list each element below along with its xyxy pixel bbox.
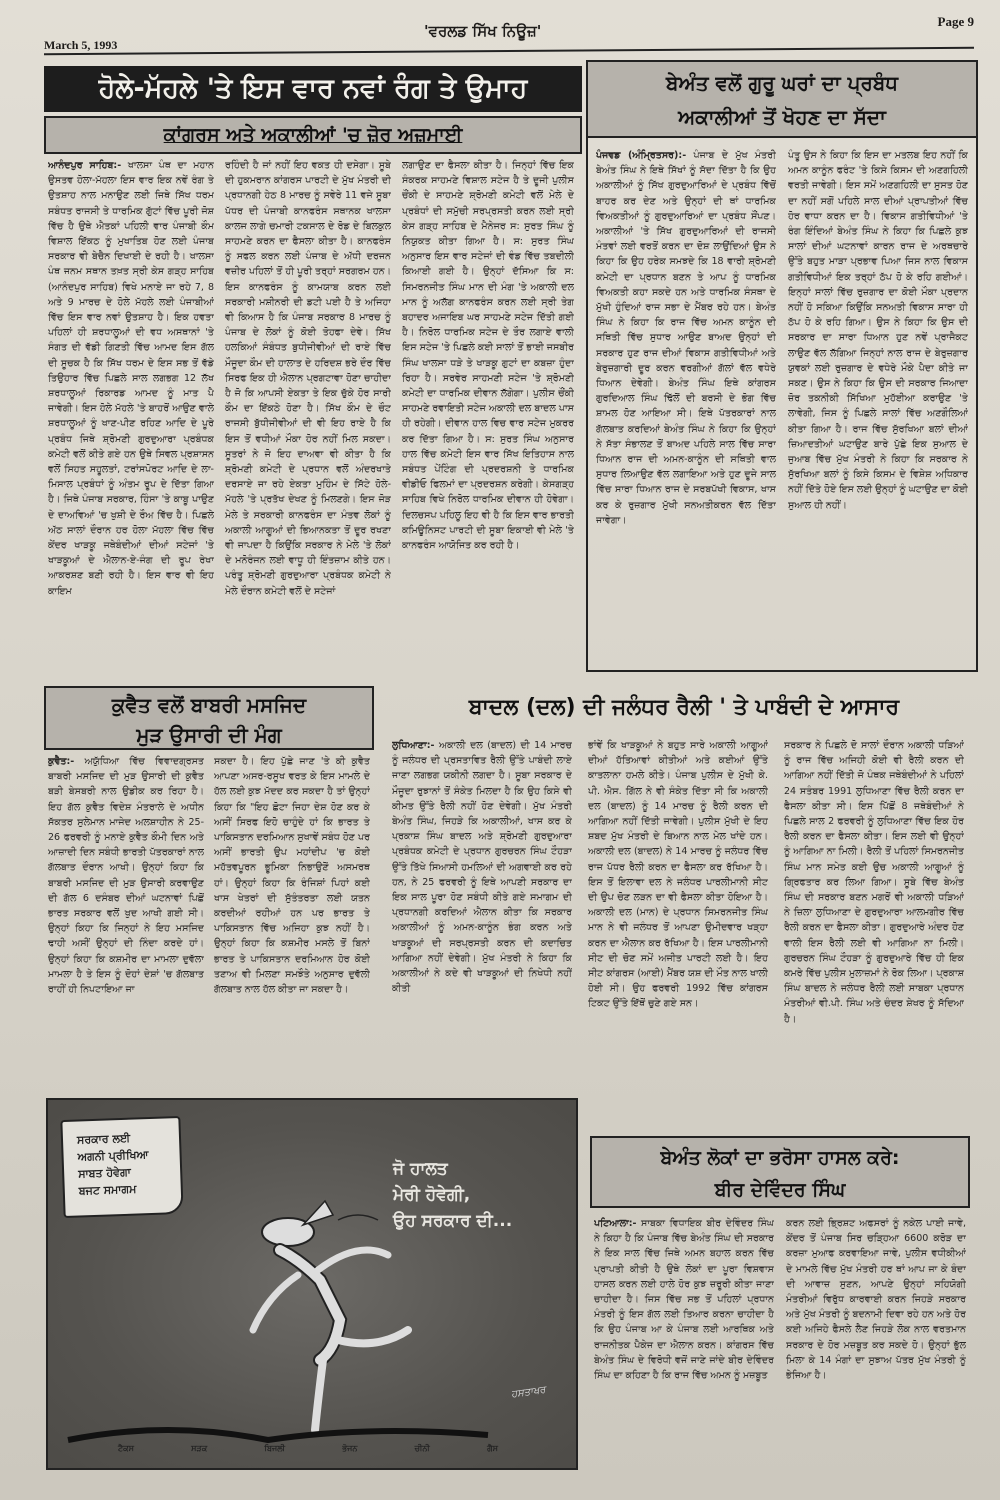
article-text: ਸਰਕਾਰ ਨੇ ਪਿਛਲੇ ਦੋ ਸਾਲਾਂ ਦੌਰਾਨ ਅਕਾਲੀ ਧੜਿਆਂ ਨੂੰ ਰਾਜ ਵਿੱਚ ਅਜਿਹੀ ਕੋਈ ਵੀ ਰੈਲੀ ਕਰਨ ਦੀ ਆਗਿਆ ਨਹੀਂ ਦਿੱਤੀ ਜੋ ਪੰਥਕ ਜਥੇਬੰਦੀਆਂ ਨੇ ਪਹਿਲਾਂ 24 ਸਤੰਬਰ 1991 ਲੁਧਿਆਣਾ ਵਿੱਚ ਰੈਲੀ ਕਰਨ ਦਾ ਫੈਸਲਾ ਕੀਤਾ ਸੀ। ਇਸ ਪਿੱਛੋਂ 8 ਜਥੇਬੰਦੀਆਂ ਨੇ ਪਿਛਲੇ ਸਾਲ 2 ਫਰਵਰੀ ਨੂੰ ਲੁਧਿਆਣਾ ਵਿੱਚ ਇਕ ਹੋਰ ਰੈਲੀ ਕਰਨ ਦਾ ਫੈਸਲਾ ਕੀਤਾ। ਇਸ ਲਈ ਵੀ ਉਨ੍ਹਾਂ ਨੂੰ ਆਗਿਆ ਨਾ ਮਿਲੀ। ਰੈਲੀ ਤੋਂ ਪਹਿਲਾਂ ਸਿਮਰਨਜੀਤ ਸਿੰਘ ਮਾਨ ਸਮੇਤ ਕਈ ਉਚ ਅਕਾਲੀ ਆਗੂਆਂ ਨੂੰ ਗ੍ਰਿਫਤਾਰ ਕਰ ਲਿਆ ਗਿਆ। ਸੂਬੇ ਵਿੱਚ ਬੇਅੰਤ ਸਿੰਘ ਦੀ ਸਰਕਾਰ ਬਣਨ ਮਗਰੋਂ ਵੀ ਅਕਾਲੀ ਧੜਿਆਂ ਨੇ ਜ਼ਿਲਾ ਲੁਧਿਆਣਾ ਦੇ ਗੁਰਦੁਆਰਾ ਆਲਮਗੀਰ ਵਿੱਚ ਰੈਲੀ ਕਰਨ ਦਾ ਫੈਸਲਾ ਕੀਤਾ। ਗੁਰਦੁਆਰੇ ਅੰਦਰ ਹੋਣ ਵਾਲੀ ਇਸ ਰੈਲੀ ਲਈ ਵੀ ਆਗਿਆ ਨਾ ਮਿਲੀ। ਗੁਰਚਰਨ ਸਿੰਘ ਟੌਹੜਾ ਨੂੰ ਗੁਰਦੁਆਰੇ ਵਿੱਚ ਹੀ ਇਕ ਕਮਰੇ ਵਿੱਚ ਪੁਲੀਸ ਮੁਲਾਜ਼ਮਾਂ ਨੇ ਰੋਕ ਲਿਆ। ਪ੍ਰਕਾਸ਼ ਸਿੰਘ ਬਾਦਲ ਨੇ ਜਲੰਧਰ ਰੈਲੀ ਲਈ ਸਾਬਕਾ ਪ੍ਰਧਾਨ ਮੰਤਰੀਆਂ ਵੀ.ਪੀ. ਸਿੰਘ ਅਤੇ ਚੰਦਰ ਸ਼ੇਖਰ ਨੂੰ ਸੱਦਿਆ ਹੈ। bbox=[784, 740, 964, 1025]
dateline: ਪੰਜਵਡ (ਅੰਮ੍ਰਿਤਸਰ):- bbox=[596, 150, 687, 161]
article-text: ਰਹਿੰਦੀ ਹੈ ਜਾਂ ਨਹੀਂ ਇਹ ਵਕਤ ਹੀ ਦਸੇਗਾ। ਸੂਬੇ ਦੀ ਹੁਕਮਰਾਨ ਕਾਂਗਰਸ ਪਾਰਟੀ ਦੇ ਮੁੱਖ ਮੰਤਰੀ ਦੀ ਪ੍ਰਧਾਨਗੀ ਹੇਠ 8 ਮਾਰਚ ਨੂੰ ਸਵੇਰੇ 11 ਵਜੇ ਸੂਬਾ ਪੱਧਰ ਦੀ ਪੰਜਾਬੀ ਕਾਨਫਰੰਸ ਸਥਾਨਕ ਖਾਲਸਾ ਕਾਲਜ ਲਾਗੇ ਚਮਾਰੀ ਟਕਸਾਲ ਦੇ ਰੋਡ ਦੇ ਬਿਲਕੁਲ ਸਾਹਮਣੇ ਕਰਨ ਦਾ ਫੈਸਲਾ ਕੀਤਾ ਹੈ। ਕਾਨਫਰੰਸ ਨੂੰ ਸਫਲ ਕਰਨ ਲਈ ਪੰਜਾਬ ਦੇ ਅੱਧੀ ਦਰਜਨ ਵਜ਼ੀਰ ਪਹਿਲਾਂ ਤੋਂ ਹੀ ਪੂਰੀ ਤਰ੍ਹਾਂ ਸਰਗਰਮ ਹਨ। ਇਸ ਕਾਨਫਰੰਸ ਨੂੰ ਕਾਮਯਾਬ ਕਰਨ ਲਈ ਸਰਕਾਰੀ ਮਸ਼ੀਨਰੀ ਦੀ ਡਟੀ ਪਈ ਹੈ ਤੇ ਅਜਿਹਾ ਵੀ ਕਿਆਸ ਹੈ ਕਿ ਪੰਜਾਬ ਸਰਕਾਰ 8 ਮਾਰਚ ਨੂੰ ਪੰਜਾਬ ਦੇ ਲੋਕਾਂ ਨੂੰ ਕੋਈ ਤੋਹਫਾ ਦੇਵੇ। ਸਿੱਖ ਹਲਕਿਆਂ ਸੰਬੰਧਤ ਬੁਧੀਜੀਵੀਆਂ ਦੀ ਰਾਏ ਵਿੱਚ ਮੌਜੂਦਾ ਕੌਮ ਦੀ ਹਾਲਾਤ ਦੇ ਹਰਿਦਸ਼ ਭਰੇ ਦੌਰ ਵਿੱਚ ਸਿਰਫ ਇਕ ਹੀ ਐਲਾਨ ਪ੍ਰਗਟਾਵਾ ਹੋਣਾ ਚਾਹੀਦਾ ਹੈ ਜੋ ਕਿ ਆਪਸੀ ਏਕਤਾ ਤੇ ਇਕ ਚੁੱਕੇ ਹੋਰ ਸਾਰੀ ਕੌਮ ਦਾ ਇੱਕਠੇ ਹੋਣਾ ਹੈ। ਸਿੱਖ ਕੌਮ ਦੇ ਚੌਟ ਰਾਜਸੀ ਬੁੱਧੀਜੀਵੀਆਂ ਦੀ ਵੀ ਇਹ ਰਾਏ ਹੈ ਕਿ ਇਸ ਤੋਂ ਵਧੀਆਂ ਮੌਕਾ ਹੋਰ ਨਹੀਂ ਮਿਲ ਸਕਦਾ। ਸੂਤਰਾਂ ਨੇ ਜੋ ਇਹ ਦਾਅਵਾ ਵੀ ਕੀਤਾ ਹੈ ਕਿ ਸ਼੍ਰੋਮਣੀ ਕਮੇਟੀ ਦੇ ਪ੍ਰਧਾਨ ਵਲੋਂ ਅੰਦਰਖਾਤੇ ਦਰਸਾਏ ਜਾ ਰਹੇ ਏਕਤਾ ਮੁਹਿੰਮ ਦੇ ਸਿੱਟੇ ਹੋਲੇ-ਮੱਹਲੇ 'ਤੇ ਪ੍ਰਤੱਖ ਦੇਖਣ ਨੂੰ ਮਿਲਣਗੇ। ਇਸ ਜੋੜ ਮੇਲੇ ਤੇ ਸਰਕਾਰੀ ਕਾਨਫਰੰਸ ਦਾ ਮੰਤਵ ਲੋਕਾਂ ਨੂੰ ਅਕਾਲੀ ਆਗੂਆਂ ਦੀ ਭਿਆਨਕਤਾ ਤੋਂ ਦੂਰ ਰਖਣਾ ਵੀ ਜਾਪਦਾ ਹੈ ਕਿਉਂਕਿ ਸਰਕਾਰ ਨੇ ਮੇਲੇ 'ਤੇ ਲੋਕਾਂ ਦੇ ਮਨੋਰੰਜਨ ਲਈ ਵਾਧੂ ਹੀ ਇੰਤਜ਼ਾਮ ਕੀਤੇ ਹਨ। ਪਰੰਤੂ ਸ਼੍ਰੋਮਣੀ ਗੁਰਦੁਆਰਾ ਪ੍ਰਬੰਧਕ ਕਮੇਟੀ ਨੇ ਮੇਲੇ ਦੌਰਾਨ ਕਮੇਟੀ ਵਲੋਂ ਦੇ ਸਟੇਜਾਂ bbox=[225, 160, 391, 597]
speech-line: ਉਹ ਸਰਕਾਰ ਦੀ... bbox=[393, 1211, 513, 1231]
article-badal-rally bbox=[392, 686, 976, 1086]
article-column-2 bbox=[788, 148, 968, 660]
article-column-1 bbox=[392, 738, 572, 1078]
headline bbox=[590, 1136, 970, 1208]
headline-line-2: ਮੁੜ ਉਸਾਰੀ ਦੀ ਮੰਗ bbox=[136, 723, 282, 747]
speech-line: ਮੇਰੀ ਹੋਵੇਗੀ, bbox=[393, 1185, 471, 1205]
headline-line-2: ਬੀਰ ਦੇਵਿੰਦਰ ਸਿੰਘ bbox=[714, 1179, 846, 1201]
headline: ਹੋਲੇ-ਮੱਹਲੇ 'ਤੇ ਇਸ ਵਾਰ ਨਵਾਂ ਰੰਗ ਤੇ ਉਮਾਹ bbox=[44, 66, 582, 112]
ground-label: ਬਿਜਲੀ bbox=[264, 1444, 286, 1453]
article-kuwait-babri bbox=[44, 686, 374, 1082]
article-text: ਪੰਜਾਬ ਦੇ ਮੁੱਖ ਮੰਤਰੀ ਬੇਅੰਤ ਸਿੰਘ ਨੇ ਇਥੇ ਸਿੱਖਾਂ ਨੂੰ ਸੱਦਾ ਦਿੱਤਾ ਹੈ ਕਿ ਉਹ ਅਕਾਲੀਆਂ ਨੂੰ ਸਿੱਖ ਗੁਰਦੁਆਰਿਆਂ ਦੇ ਪ੍ਰਬੰਧ ਵਿੱਚੋਂ ਬਾਹਰ ਕਰ ਦੇਣ ਅਤੇ ਉਨ੍ਹਾਂ ਦੀ ਥਾਂ ਧਾਰਮਿਕ ਵਿਅਕਤੀਆਂ ਨੂੰ ਗੁਰਦੁਆਰਿਆਂ ਦਾ ਪ੍ਰਬੰਧ ਸੌਂਪਣ। ਅਕਾਲੀਆਂ 'ਤੇ ਸਿੱਖ ਗੁਰਦੁਆਰਿਆਂ ਦੀ ਰਾਜਸੀ ਮੰਤਵਾਂ ਲਈ ਵਰਤੋਂ ਕਰਨ ਦਾ ਦੋਸ਼ ਲਾਉਂਦਿਆਂ ਉਸ ਨੇ ਕਿਹਾ ਕਿ ਉਹ ਹਰੇਕ ਸਮਝਦੇ ਕਿ 18 ਵਾਰੀ ਸ਼੍ਰੋਮਣੀ ਕਮੇਟੀ ਦਾ ਪ੍ਰਧਾਨ ਬਣਨ ਤੇ ਆਪ ਨੂੰ ਧਾਰਮਿਕ ਵਿਅਕਤੀ ਕਹਾ ਸਕਦੇ ਹਨ ਅਤੇ ਧਾਰਮਿਕ ਸੰਸਥਾ ਦੇ ਮੁੱਖੀ ਹੁੰਦਿਆਂ ਰਾਜ ਸਭਾ ਦੇ ਮੈਂਬਰ ਰਹੇ ਹਨ। ਬੇਅੰਤ ਸਿੰਘ ਨੇ ਕਿਹਾ ਕਿ ਰਾਜ ਵਿੱਚ ਅਮਨ ਕਾਨੂੰਨ ਦੀ ਸਥਿਤੀ ਵਿੱਚ ਸੁਧਾਰ ਆਉਣ ਬਾਅਦ ਉਨ੍ਹਾਂ ਦੀ ਸਰਕਾਰ ਹੁਣ ਰਾਜ ਦੀਆਂ ਵਿਕਾਸ ਗਤੀਵਿਧੀਆਂ ਅਤੇ ਬੇਰੁਜ਼ਗਾਰੀ ਦੂਰ ਕਰਨ ਵਰਗੀਆਂ ਗੱਲਾਂ ਵੱਲ ਵਧੇਰੇ ਧਿਆਨ ਦੇਵੇਗੀ। ਬੇਅੰਤ ਸਿੰਘ ਇਥੇ ਕਾਂਗਰਸ ਗੁਰਦਿਆਲ ਸਿੰਘ ਢਿੱਲੋਂ ਦੀ ਬਰਸੀ ਦੇ ਭੋਗ ਵਿੱਚ ਸ਼ਾਮਲ ਹੋਣ ਆਇਆ ਸੀ। ਇਥੇ ਪੱਤਰਕਾਰਾਂ ਨਾਲ ਗੱਲਬਾਤ ਕਰਦਿਆਂ ਬੇਅੰਤ ਸਿੰਘ ਨੇ ਕਿਹਾ ਕਿ ਉਨ੍ਹਾਂ ਨੇ ਸੱਤਾ ਸੰਭਾਲਣ ਤੋਂ ਬਾਅਦ ਪਹਿਲੇ ਸਾਲ ਵਿੱਚ ਸਾਰਾ ਧਿਆਨ ਰਾਜ ਦੀ ਅਮਨ-ਕਾਨੂੰਨ ਦੀ ਸਥਿਤੀ ਵਾਲ ਸੁਧਾਰ ਲਿਆਉਣ ਵੱਲ ਲਗਾਇਆ ਅਤੇ ਹੁਣ ਦੂਜੇ ਸਾਲ ਵਿੱਚ ਸਾਰਾ ਧਿਆਨ ਰਾਜ ਦੇ ਸਰਬਪੱਖੀ ਵਿਕਾਸ, ਖਾਸ ਕਰ ਕੇ ਰੁਜ਼ਗਾਰ ਮੁੱਖੀ ਸਨਅਤੀਕਰਨ ਵੱਲ ਦਿੱਤਾ ਜਾਵੇਗਾ। bbox=[596, 150, 776, 526]
dateline: ਪਟਿਆਲਾ:- bbox=[594, 1218, 637, 1229]
page-number: Page 9 bbox=[937, 14, 974, 29]
article-column-3 bbox=[402, 158, 574, 560]
article-bir-devinder bbox=[590, 1136, 974, 1476]
headline-line-1: ਬੇਅੰਤ ਲੋਕਾਂ ਦਾ ਭਰੋਸਾ ਹਾਸਲ ਕਰੇ: bbox=[660, 1147, 900, 1169]
article-column-1 bbox=[48, 754, 204, 1074]
ground-label: ਸੜਕ bbox=[191, 1444, 208, 1453]
article-column-2 bbox=[588, 738, 768, 1078]
article-text: ਸਕਦਾ ਹੈ। ਇਹ ਪੁੱਛੇ ਜਾਣ 'ਤੇ ਕੀ ਕੁਵੈਤ ਆਪਣਾ ਅਸਰ-ਰਸੂਖ ਵਰਤ ਕੇ ਇਸ ਮਾਮਲੇ ਦੇ ਹੱਲ ਲਈ ਕੁਝ ਮੱਦਦ ਕਰ ਸਕਦਾ ਹੈ ਤਾਂ ਉਨ੍ਹਾਂ ਕਿਹਾ ਕਿ "ਇਹ ਛੋਟਾ ਜਿਹਾ ਦੇਸ਼ ਹੋਣ ਕਰ ਕੇ ਅਸੀਂ ਸਿਰਫ ਇਹੋ ਚਾਹੁੰਦੇ ਹਾਂ ਕਿ ਭਾਰਤ ਤੇ ਪਾਕਿਸਤਾਨ ਦਰਮਿਆਨ ਸੁਖਾਵੇਂ ਸਬੰਧ ਹੋਣ ਪਰ ਅਸੀਂ ਭਾਰਤੀ ਉਪ ਮਹਾਂਦੀਪ 'ਚ ਕੋਈ ਮਹੱਤਵਪੂਰਨ ਭੂਮਿਕਾ ਨਿਭਾਉਣੋਂ ਅਸਮਰਥ ਹਾਂ। ਉਨ੍ਹਾਂ ਕਿਹਾ ਕਿ ਰੰਜਿਸ਼ਾਂ ਪਿਹਾਂ ਕਈ ਖਾਸ ਖੇਤਰਾਂ ਦੀ ਸੁੱਤੰਤਰਤਾ ਲਈ ਯਤਨ ਕਰਦੀਆਂ ਰਹੀਆਂ ਹਨ ਪਰ ਭਾਰਤ ਤੇ ਪਾਕਿਸਤਾਨ ਵਿੱਚ ਅਜਿਹਾ ਕੁਝ ਨਹੀਂ ਹੈ। ਉਨ੍ਹਾਂ ਕਿਹਾ ਕਿ ਕਸ਼ਮੀਰ ਮਸਲੇ ਤੋਂ ਬਿਨਾਂ ਭਾਰਤ ਤੇ ਪਾਕਿਸਤਾਨ ਦਰਮਿਆਨ ਹੋਰ ਕੋਈ ਤਣਾਅ ਵੀ ਮਿਲਣਾ ਸਮਝੌਤੇ ਅਨੁਸਾਰ ਦੁਵੱਲੀ ਗੱਲਬਾਤ ਨਾਲ ਹੱਲ ਕੀਤਾ ਜਾ ਸਕਦਾ ਹੈ। bbox=[214, 756, 370, 996]
article-text: ਪੰਤੂ ਉਸ ਨੇ ਕਿਹਾ ਕਿ ਇਸ ਦਾ ਮਤਲਬ ਇਹ ਨਹੀਂ ਕਿ ਅਮਨ ਕਾਨੂੰਨ ਫਰੰਟ 'ਤੇ ਕਿਸੇ ਕਿਸਮ ਦੀ ਅਣਗਹਿਲੀ ਵਰਤੀ ਜਾਵੇਗੀ। ਇਸ ਸਮੇਂ ਅਣਗਹਿਲੀ ਦਾ ਸੁਸਤ ਹੋਣ ਦਾ ਨਹੀਂ ਸਗੋਂ ਪਹਿਲੇ ਸਾਲ ਦੀਆਂ ਪ੍ਰਾਪਤੀਆਂ ਵਿੱਚ ਹੋਰ ਵਾਧਾ ਕਰਨ ਦਾ ਹੈ। ਵਿਕਾਸ ਗਤੀਵਿਧੀਆਂ 'ਤੇ ਰੰਗ ਇੰਦਿਆਂ ਬੇਅੰਤ ਸਿੰਘ ਨੇ ਕਿਹਾ ਕਿ ਪਿਛਲੇ ਕੁਝ ਸਾਲਾਂ ਦੀਆਂ ਘਟਨਾਵਾਂ ਕਾਰਨ ਰਾਜ ਦੇ ਅਰਥਚਾਰੇ ਉੱਤੇ ਬਹੁਤ ਮਾੜਾ ਪ੍ਰਭਾਵ ਪਿਆ ਜਿਸ ਨਾਲ ਵਿਕਾਸ ਗਤੀਵਿਧੀਆਂ ਇਕ ਤਰ੍ਹਾਂ ਠੱਪ ਹੋ ਕੇ ਰਹਿ ਗਈਆਂ। ਇਨ੍ਹਾਂ ਸਾਲਾਂ ਵਿੱਚ ਰੁਜ਼ਗਾਰ ਦਾ ਕੋਈ ਮੌਕਾ ਪ੍ਰਦਾਨ ਨਹੀਂ ਹੋ ਸਕਿਆ ਕਿਉਂਕਿ ਸਨਅਤੀ ਵਿਕਾਸ ਸਾਰਾ ਹੀ ਠੱਪ ਹੋ ਕੇ ਰਹਿ ਗਿਆ। ਉਸ ਨੇ ਕਿਹਾ ਕਿ ਉਸ ਦੀ ਸਰਕਾਰ ਦਾ ਸਾਰਾ ਧਿਆਨ ਹੁਣ ਨਵੇਂ ਪ੍ਰਾਜੈਕਟ ਲਾਉਣ ਵੱਲ ਲੱਗਿਆ ਜਿਨ੍ਹਾਂ ਨਾਲ ਰਾਜ ਦੇ ਬੇਰੁਜ਼ਗਾਰ ਯੁਵਕਾਂ ਲਈ ਰੁਜ਼ਗਾਰ ਦੇ ਵਧੇਰੇ ਮੌਕੇ ਪੈਦਾ ਕੀਤੇ ਜਾ ਸਕਣ। ਉਸ ਨੇ ਕਿਹਾ ਕਿ ਉਸ ਦੀ ਸਰਕਾਰ ਜਿਆਦਾ ਜ਼ੋਰ ਤਕਨੀਕੀ ਸਿੱਖਿਆ ਮੁਹੱਈਆ ਕਰਾਉਣ 'ਤੇ ਲਾਵੇਗੀ, ਜਿਸ ਨੂੰ ਪਿਛਲੇ ਸਾਲਾਂ ਵਿੱਚ ਅਣਗੌਲਿਆਂ ਕੀਤਾ ਗਿਆ ਹੈ। ਰਾਜ ਵਿੱਚ ਸੁੱਰਖਿਆ ਬਲਾਂ ਦੀਆਂ ਜ਼ਿਆਦਤੀਆਂ ਘਟਾਉਣ ਬਾਰੇ ਪੁੱਛੇ ਇਕ ਸੁਆਲ ਦੇ ਜੁਆਬ ਵਿੱਚ ਮੁੱਖ ਮੰਤਰੀ ਨੇ ਕਿਹਾ ਕਿ ਸਰਕਾਰ ਨੇ ਸੁੱਰਖਿਆ ਬਲਾਂ ਨੂੰ ਕਿਸੇ ਕਿਸਮ ਦੇ ਵਿਸ਼ੇਸ਼ ਅਧਿਕਾਰ ਨਹੀਂ ਦਿੱਤੇ ਹੋਏ ਇਸ ਲਈ ਉਨ੍ਹਾਂ ਨੂੰ ਘਟਾਉਣ ਦਾ ਕੋਈ ਸੁਆਲ ਹੀ ਨਹੀਂ। bbox=[788, 150, 968, 511]
note-line: ਸਰਕਾਰ ਲਈ bbox=[76, 1131, 131, 1147]
editorial-cartoon bbox=[46, 1098, 578, 1470]
article-text: ਅਯੁੱਧਿਆ ਵਿੱਚ ਵਿਵਾਦਗ੍ਰਸਤ ਬਾਬਰੀ ਮਸਜਿਦ ਦੀ ਮੁੜ ਉਸਾਰੀ ਦੀ ਕੁਵੈਤ ਬੜੀ ਬੇਸਬਰੀ ਨਾਲ ਉਡੀਕ ਕਰ ਰਿਹਾ ਹੈ। ਇਹ ਗੱਲ ਕੁਵੈਤ ਵਿਦੇਸ਼ ਮੰਤਰਾਲੇ ਦੇ ਅਧੀਨ ਸੱਕਤਰ ਸੁਲੇਮਾਨ ਮਾਜੇਦ ਅਲਸ਼ਾਹੀਨ ਨੇ 25-26 ਫਰਵਰੀ ਨੂੰ ਮਨਾਏ ਕੁਵੈਤ ਕੌਮੀ ਦਿਨ ਅਤੇ ਆਜ਼ਾਦੀ ਦਿਨ ਸਬੰਧੀ ਭਾਰਤੀ ਪੱਤਰਕਾਰਾਂ ਨਾਲ ਗੱਲਬਾਤ ਦੌਰਾਨ ਆਖੀ। ਉਨ੍ਹਾਂ ਕਿਹਾ ਕਿ ਬਾਬਰੀ ਮਸਜਿਦ ਦੀ ਮੁੜ ਉਸਾਰੀ ਕਰਵਾਉਣ ਦੀ ਗੱਲ 6 ਦਸੰਬਰ ਦੀਆਂ ਘਟਨਾਵਾਂ ਪਿਛੋਂ ਭਾਰਤ ਸਰਕਾਰ ਵਲੋਂ ਖੁਦ ਆਖੀ ਗਈ ਸੀ। ਉਨ੍ਹਾਂ ਕਿਹਾ ਕਿ ਜਿਨ੍ਹਾਂ ਨੇ ਇਹ ਮਸਜਿਦ ਢਾਹੀ ਅਸੀਂ ਉਨ੍ਹਾਂ ਦੀ ਨਿੰਦਾ ਕਰਦੇ ਹਾਂ। ਉਨ੍ਹਾਂ ਕਿਹਾ ਕਿ ਕਸ਼ਮੀਰ ਦਾ ਮਾਮਲਾ ਦੁਵੱਲਾ ਮਾਮਲਾ ਹੈ ਤੇ ਇਸ ਨੂੰ ਦੋਹਾਂ ਦੇਸ਼ਾਂ 'ਚ ਗੱਲਬਾਤ ਰਾਹੀਂ ਹੀ ਨਿਪਟਾਇਆ ਜਾ bbox=[48, 756, 204, 996]
cartoonist-signature: ਹਸਤਾਖਰ bbox=[510, 1384, 547, 1401]
dateline: ਲੁਧਿਆਣਾ:- bbox=[392, 740, 435, 751]
article-column-1 bbox=[596, 148, 776, 660]
note-line: ਬਜਟ ਸਮਾਗਮ bbox=[78, 1182, 137, 1198]
ground-label: ਗੈਸ bbox=[487, 1444, 498, 1453]
article-column-2 bbox=[786, 1216, 966, 1472]
headline bbox=[588, 62, 976, 138]
article-column-1 bbox=[48, 158, 214, 670]
headline-line-1: ਕੁਵੈਤ ਵਲੋਂ ਬਾਬਰੀ ਮਸਜਿਦ bbox=[111, 693, 307, 717]
article-column-2 bbox=[225, 158, 391, 670]
running-man-figure bbox=[48, 1100, 576, 1468]
headline-line-2: ਅਕਾਲੀਆਂ ਤੋਂ ਖੋਹਣ ਦਾ ਸੱਦਾ bbox=[678, 105, 886, 129]
newspaper-title: 'ਵਰਲਡ ਸਿੱਖ ਨਿਊਜ਼' bbox=[424, 22, 542, 40]
headline bbox=[44, 686, 374, 750]
subheadline: ਕਾਂਗਰਸ ਅਤੇ ਅਕਾਲੀਆਂ 'ਚ ਜ਼ੋਰ ਅਜ਼ਮਾਈ bbox=[44, 116, 582, 154]
masthead bbox=[44, 8, 974, 52]
article-column-1 bbox=[594, 1216, 774, 1472]
article-text: ਖਾਲਸਾ ਪੰਥ ਦਾ ਮਹਾਨ ਉਸਤਵ ਹੋਲਾ-ਮੱਹਲਾ ਇਸ ਵਾਰ ਇਕ ਨਵੇਂ ਰੰਗ ਤੇ ਉਤਸ਼ਾਹ ਨਾਲ ਮਨਾਉਣ ਲਈ ਜਿਥੇ ਸਿੱਖ ਧਰਮ ਸਬੰਧਤ ਰਾਜਸੀ ਤੇ ਧਾਰਮਿਕ ਗੁੱਟਾਂ ਵਿੱਚ ਪੂਰੀ ਜੋਸ਼ ਵਿੱਚ ਹੈ ਉਥੇ ਐਤਕਾਂ ਪਹਿਲੀ ਵਾਰ ਪੰਜਾਬੀ ਕੌਮ ਵਿਸ਼ਾਲ ਇੱਕਠ ਨੂੰ ਮੁਖਾਤਿਬ ਹੋਣ ਲਈ ਪੰਜਾਬ ਸਰਕਾਰ ਵੀ ਬੇਚੈਨ ਦਿਖਾਈ ਦੇ ਰਹੀ ਹੈ। ਖਾਲਸਾ ਪੰਥ ਜਨਮ ਸਥਾਨ ਤਖ਼ਤ ਸ੍ਰੀ ਕੇਸ ਗੜ੍ਹ ਸਾਹਿਬ (ਆਨੰਦਪੁਰ ਸਾਹਿਬ) ਵਿਖੇ ਮਨਾਏ ਜਾ ਰਹੇ 7, 8 ਅਤੇ 9 ਮਾਰਚ ਦੇ ਹੋਲੇ ਮੱਹਲੇ ਲਈ ਪੰਜਾਬੀਆਂ ਵਿੱਚ ਇਸ ਵਾਰ ਨਵਾਂ ਉਤਸ਼ਾਹ ਹੈ। ਇਕ ਹਵਤਾ ਪਹਿਲਾਂ ਹੀ ਸ਼ਰਧਾਲੂਆਂ ਦੀ ਵਧ ਅਸਥਾਨਾਂ 'ਤੇ ਸੰਗਤ ਦੀ ਵੱਡੀ ਗਿਣਤੀ ਵਿੱਚ ਆਮਦ ਇਸ ਗੱਲ ਦੀ ਸੂਚਕ ਹੈ ਕਿ ਸਿੱਖ ਧਰਮ ਦੇ ਇਸ ਸਭ ਤੋਂ ਵੱਡੇ ਤਿਉਹਾਰ ਵਿੱਚ ਪਿਛਲੇ ਸਾਲ ਲਗਭਗ 12 ਲੱਖ ਸ਼ਰਧਾਲੂਆਂ ਰਿਕਾਰਡ ਆਮਦ ਨੂੰ ਮਾਤ ਪੈ ਜਾਵੇਗੀ। ਇਸ ਹੋਲੇ ਮੱਹਲੇ 'ਤੇ ਬਾਹਰੋਂ ਆਉਣ ਵਾਲੇ ਸ਼ਰਧਾਲੂਆਂ ਨੂੰ ਖਾਣ-ਪੀਣ ਰਹਿਣ ਆਦਿ ਦੇ ਪੂਰੇ ਪ੍ਰਬੰਧ ਜਿਥੇ ਸ਼੍ਰੋਮਣੀ ਗੁਰਦੁਆਰਾ ਪ੍ਰਬੰਧਕ ਕਮੇਟੀ ਵਲੋਂ ਕੀਤੇ ਗਏ ਹਨ ਉਥੇ ਸਿਵਲ ਪ੍ਰਸ਼ਾਸਨ ਵਲੋਂ ਸਿਹਤ ਸਹੂਲਤਾਂ, ਟਰਾਂਸਪੋਰਟ ਆਦਿ ਦੇ ਲਾ-ਮਿਸਾਲ ਪ੍ਰਬੰਧਾਂ ਨੂੰ ਅੰਤਮ ਰੂਪ ਦੇ ਦਿੱਤਾ ਗਿਆ ਹੈ। ਜਿਥੇ ਪੰਜਾਬ ਸਰਕਾਰ, ਹਿੰਸਾ 'ਤੇ ਕਾਬੂ ਪਾਉਣ ਦੇ ਦਾਅਵਿਆਂ 'ਚ ਖੁਸ਼ੀ ਦੇ ਰੌਅ ਵਿੱਚ ਹੈ। ਪਿਛਲੇ ਅੱਠ ਸਾਲਾਂ ਦੌਰਾਨ ਹਰ ਹੋਲਾ ਮੱਹਲਾ ਵਿੱਚ ਵਿੱਚ ਕੇਂਦਰ ਖਾੜਕੂ ਜਥੇਬੰਦੀਆਂ ਦੀਆਂ ਸਟੇਜਾਂ 'ਤੇ ਖਾੜਕੂਆਂ ਦੇ ਐਲਾਨ-ਏ-ਜੰਗ ਦੀ ਰੂਪ ਰੇਖਾ ਆਕਰਸ਼ਣ ਬਣੀ ਰਹੀ ਹੈ। ਇਸ ਵਾਰ ਵੀ ਇਹ ਕਾਇਮ bbox=[48, 160, 214, 597]
article-column-2 bbox=[214, 754, 370, 1074]
ground-label: ਭੋਜਨ bbox=[342, 1444, 358, 1453]
issue-date: March 5, 1993 bbox=[44, 38, 118, 52]
masthead-rule bbox=[44, 47, 974, 55]
article-text: ਕਰਨ ਲਈ ਭ੍ਰਿਸ਼ਟ ਅਫਸਰਾਂ ਨੂੰ ਨਕੇਲ ਪਾਈ ਜਾਵੇ, ਕੇਂਦਰ ਤੋਂ ਪੰਜਾਬ ਸਿਰ ਚੜ੍ਹਿਆ 6600 ਕਰੋੜ ਦਾ ਕਰਜ਼ਾ ਮੁਆਫ ਕਰਵਾਇਆ ਜਾਵੇ, ਪੁਲੀਸ ਵਧੀਕੀਆਂ ਦੇ ਮਾਮਲੇ ਵਿੱਚ ਮੁੱਖ ਮੰਤਰੀ ਹਰ ਥਾਂ ਆਪ ਜਾ ਕੇ ਬੰਦਾ ਦੀ ਆਵਾਜ਼ ਸੁਣਨ, ਆਪਣੇ ਉਨ੍ਹਾਂ ਸਹਿਯੋਗੀ ਮੰਤਰੀਆਂ ਵਿਰੁੱਧ ਕਾਰਵਾਈ ਕਰਨ ਜਿਹੜੇ ਸਰਕਾਰ ਅਤੇ ਮੁੱਖ ਮੰਤਰੀ ਨੂੰ ਬਦਨਾਮੀ ਦਿਵਾ ਰਹੇ ਹਨ ਅਤੇ ਹੋਰ ਕਈ ਅਜਿਹੇ ਫੈਸਲੇ ਲੈਣ ਜਿਹੜੇ ਲੋਕ ਨਾਲ ਵਰਤਮਾਨ ਸਰਕਾਰ ਦੇ ਹੋਰ ਮਜ਼ਬੂਤ ਕਰ ਸਕਦੇ ਹੋ। ਉਨ੍ਹਾਂ ਭੁੱਲ ਮਿਲਾ ਕੇ 14 ਮੰਗਾਂ ਦਾ ਸੁਝਾਅ ਪੱਤਰ ਮੁੱਖ ਮੰਤਰੀ ਨੂੰ ਭੇਜਿਆ ਹੈ। bbox=[786, 1218, 966, 1382]
article-hola-mohalla bbox=[44, 62, 584, 682]
dateline: ਆਨੰਦਪੁਰ ਸਾਹਿਬ:- bbox=[48, 160, 122, 171]
dateline: ਕੁਵੈਤ:- bbox=[48, 756, 75, 767]
article-beant-gurdwara bbox=[586, 60, 978, 672]
article-column-3 bbox=[784, 738, 964, 1078]
headline: ਬਾਦਲ (ਦਲ) ਦੀ ਜਲੰਧਰ ਰੈਲੀ ' ਤੇ ਪਾਬੰਦੀ ਦੇ ਆਸਾਰ bbox=[468, 695, 900, 720]
article-text: ਲਗਾਉਣ ਦਾ ਫੈਸਲਾ ਕੀਤਾ ਹੈ। ਜਿਨ੍ਹਾਂ ਵਿੱਚ ਇਕ ਸੰਕਰਕ ਸਾਹਮਣੇ ਵਿਸ਼ਾਲ ਸਟੇਜ ਹੈ ਤੇ ਦੂਜੀ ਪੁਲੀਸ ਚੌਂਕੀ ਦੇ ਸਾਹਮਣੇ ਸ਼੍ਰੋਮਣੀ ਕਮੇਟੀ ਵਲੋਂ ਮੇਲੇ ਦੇ ਪ੍ਰਬੰਧਾਂ ਦੀ ਸਮੁੱਚੀ ਸਰਪ੍ਰਸਤੀ ਕਰਨ ਲਈ ਸ੍ਰੀ ਕੇਸ ਗੜ੍ਹ ਸਾਹਿਬ ਦੇ ਮੈਨੇਜਰ ਸ: ਸੁਰਤ ਸਿੰਘ ਨੂੰ ਨਿਯੁਕਤ ਕੀਤਾ ਗਿਆ ਹੈ। ਸ: ਸੁਰਤ ਸਿੰਘ ਅਨੁਸਾਰ ਇਸ ਵਾਰ ਸਟੇਜਾਂ ਦੀ ਵੰਡ ਵਿੱਚ ਤਬਦੀਲੀ ਕਿਆਈ ਗਈ ਹੈ। ਉਨ੍ਹਾਂ ਦੱਸਿਆ ਕਿ ਸ: ਸਿਮਰਨਜੀਤ ਸਿੰਘ ਮਾਨ ਦੀ ਮੰਗ 'ਤੇ ਅਕਾਲੀ ਦਲ ਮਾਨ ਨੂੰ ਅਲੱਗ ਕਾਨਫਰੰਸ ਕਰਨ ਲਈ ਸ੍ਰੀ ਤੇਗ ਬਹਾਦਰ ਅਜਾਇਬ ਘਰ ਸਾਹਮਣੇ ਸਟੇਜ ਦਿੱਤੀ ਗਈ ਹੈ। ਨਿਰੋਲ ਧਾਰਮਿਕ ਸਟੇਜ ਦੇ ਤੌਰ ਲਗਾਏ ਵਾਲੀ ਇਸ ਸਟੇਜ 'ਤੇ ਪਿਛਲੇ ਕਈ ਸਾਲਾਂ ਤੋਂ ਭਾਈ ਜਸਬੀਰ ਸਿੰਘ ਖਾਲਸਾ ਧੜੇ ਤੇ ਖਾੜਕੂ ਗੁਟਾਂ ਦਾ ਕਬਜ਼ਾ ਹੁੰਦਾ ਰਿਹਾ ਹੈ। ਸਰਵੇਰ ਸਾਹਮਣੀ ਸਟੇਜ 'ਤੇ ਸ਼੍ਰੋਮਣੀ ਕਮੇਟੀ ਦਾ ਧਾਰਮਿਕ ਦੀਵਾਨ ਲੱਗੇਗਾ। ਪੁਲੀਸ ਚੌਂਕੀ ਸਾਹਮਣੇ ਰਵਾਇਤੀ ਸਟੇਜ ਅਕਾਲੀ ਦਲ ਬਾਦਲ ਪਾਸ ਹੀ ਰਹੇਗੀ। ਦੀਵਾਨ ਹਾਲ ਵਿਚ ਵਾਰ ਸਟੇਜ ਮੁਕਰਰ ਕਰ ਦਿੱਤਾ ਗਿਆ ਹੈ। ਸ: ਸੁਰਤ ਸਿੰਘ ਅਨੁਸਾਰ ਹਾਲ ਵਿੱਚ ਕਮੇਟੀ ਇਸ ਵਾਰ ਸਿੱਖ ਇਤਿਹਾਸ ਨਾਲ ਸਬੰਧਤ ਪੇਂਟਿੰਗ ਦੀ ਪ੍ਰਦਰਸ਼ਨੀ ਤੇ ਧਾਰਮਿਕ ਵੀਡੀਓ ਫਿਲਮਾਂ ਦਾ ਪ੍ਰਦਰਸ਼ਨ ਕਰੇਗੀ। ਕੇਸਗੜ੍ਹ ਸਾਹਿਬ ਵਿਖੇ ਨਿਰੋਲ ਧਾਰਮਿਕ ਦੀਵਾਨ ਹੀ ਹੋਵੇਗਾ। ਦਿਲਚਸਪ ਪਹਿਲੂ ਇਹ ਵੀ ਹੈ ਕਿ ਇਸ ਵਾਰ ਭਾਰਤੀ ਕਮਿਊਨਿਸਟ ਪਾਰਟੀ ਦੀ ਸੂਬਾ ਇਕਾਈ ਵੀ ਮੇਲੇ 'ਤੇ ਕਾਨਫਰੰਸ ਆਯੋਜਿਤ ਕਰ ਰਹੀ ਹੈ। bbox=[402, 160, 574, 552]
note-line: ਸਾਬਤ ਹੋਵੇਗਾ bbox=[77, 1165, 132, 1181]
speech-line: ਜੋ ਹਾਲਤ bbox=[393, 1159, 448, 1179]
article-text: ਸਾਬਕਾ ਵਿਧਾਇਕ ਬੀਰ ਦੇਵਿੰਦਰ ਸਿੰਘ ਨੇ ਕਿਹਾ ਹੈ ਕਿ ਪੰਜਾਬ ਵਿੱਚ ਬੇਅੰਤ ਸਿੰਘ ਦੀ ਸਰਕਾਰ ਨੇ ਇਕ ਸਾਲ ਵਿੱਚ ਜਿਥੇ ਅਮਨ ਬਹਾਲ ਕਰਨ ਵਿੱਚ ਪ੍ਰਾਪਤੀ ਕੀਤੀ ਹੈ ਉਥੇ ਲੋਕਾਂ ਦਾ ਪੂਰਾ ਵਿਸ਼ਵਾਸ ਹਾਸਲ ਕਰਨ ਲਈ ਹਾਲੇ ਹੋਰ ਕੁਝ ਜ਼ਰੂਰੀ ਕੀਤਾ ਜਾਣਾ ਚਾਹੀਦਾ ਹੈ। ਜਿਸ ਵਿੱਚ ਸਭ ਤੋਂ ਪਹਿਲਾਂ ਪ੍ਰਧਾਨ ਮੰਤਰੀ ਨੂੰ ਇਸ ਗੱਲ ਲਈ ਤਿਆਰ ਕਰਨਾ ਚਾਹੀਦਾ ਹੈ ਕਿ ਉਹ ਪੰਜਾਬ ਆ ਕੇ ਪੰਜਾਬ ਲਈ ਆਰਥਿਕ ਅਤੇ ਰਾਜਨੀਤਕ ਪੈਕੇਜ ਦਾ ਐਲਾਨ ਕਰਨ। ਕਾਂਗਰਸ ਵਿੱਚ ਬੇਅੰਤ ਸਿੰਘ ਦੇ ਵਿਰੋਧੀ ਵਜੋਂ ਜਾਣੇ ਜਾਂਦੇ ਬੀਰ ਦੇਵਿੰਦਰ ਸਿੰਘ ਦਾ ਕਹਿਣਾ ਹੈ ਕਿ ਰਾਜ ਵਿੱਚ ਅਮਨ ਨੂੰ ਮਜ਼ਬੂਤ bbox=[594, 1218, 774, 1382]
cartoon-ground-labels bbox=[118, 1444, 498, 1454]
headline-line-1: ਬੇਅੰਤ ਵਲੋਂ ਗੁਰੂ ਘਰਾਂ ਦਾ ਪ੍ਰਬੰਧ bbox=[666, 71, 898, 95]
note-line: ਅਗਨੀ ਪ੍ਰੀਖਿਆ bbox=[77, 1148, 149, 1164]
article-text: ਅਕਾਲੀ ਦਲ (ਬਾਦਲ) ਦੀ 14 ਮਾਰਚ ਨੂੰ ਜਲੰਧਰ ਦੀ ਪ੍ਰਸਤਾਵਿਤ ਰੈਲੀ ਉੱਤੇ ਪਾਬੰਦੀ ਲਾਏ ਜਾਣਾ ਲਗਭਗ ਯਕੀਨੀ ਲਗਦਾ ਹੈ। ਸੂਬਾ ਸਰਕਾਰ ਦੇ ਮੌਜੂਦਾ ਰੁਝਾਨਾਂ ਤੋਂ ਸੰਕੇਤ ਮਿਲਦਾ ਹੈ ਕਿ ਉਹ ਕਿਸੇ ਵੀ ਕੀਮਤ ਉੱਤੇ ਰੈਲੀ ਨਹੀਂ ਹੋਣ ਦੇਵੇਗੀ। ਮੁੱਖ ਮੰਤਰੀ ਬੇਅੰਤ ਸਿੰਘ, ਜਿਹੜੇ ਕਿ ਅਕਾਲੀਆਂ, ਖਾਸ ਕਰ ਕੇ ਪ੍ਰਕਾਸ਼ ਸਿੰਘ ਬਾਦਲ ਅਤੇ ਸ਼੍ਰੋਮਣੀ ਗੁਰਦੁਆਰਾ ਪ੍ਰਬੰਧਕ ਕਮੇਟੀ ਦੇ ਪ੍ਰਧਾਨ ਗੁਰਚਰਨ ਸਿੰਘ ਟੌਹੜਾ ਉੱਤੇ ਤਿੱਖੇ ਸਿਆਸੀ ਹਮਲਿਆਂ ਦੀ ਅਗਵਾਈ ਕਰ ਰਹੇ ਹਨ, ਨੇ 25 ਫਰਵਰੀ ਨੂੰ ਇਥੇ ਆਪਣੀ ਸਰਕਾਰ ਦਾ ਇਕ ਸਾਲ ਪੂਰਾ ਹੋਣ ਸਬੰਧੀ ਕੀਤੇ ਗਏ ਸਮਾਗਮ ਦੀ ਪ੍ਰਧਾਨਗੀ ਕਰਦਿਆਂ ਐਲਾਨ ਕੀਤਾ ਕਿ ਸਰਕਾਰ ਅਕਾਲੀਆਂ ਨੂੰ ਅਮਨ-ਕਾਨੂੰਨ ਭੰਗ ਕਰਨ ਅਤੇ ਖਾੜਕੂਆਂ ਦੀ ਸਰਪ੍ਰਸਤੀ ਕਰਨ ਦੀ ਕਦਾਚਿਤ ਆਗਿਆ ਨਹੀਂ ਦੇਵੇਗੀ। ਮੁੱਖ ਮੰਤਰੀ ਨੇ ਕਿਹਾ ਕਿ ਅਕਾਲੀਆਂ ਨੇ ਕਦੇ ਵੀ ਖਾੜਕੂਆਂ ਦੀ ਨਿਖੇਧੀ ਨਹੀਂ ਕੀਤੀ bbox=[392, 740, 572, 995]
ground-label: ਟੈਕਸ bbox=[118, 1444, 134, 1453]
article-text: ਭਾਂਵੇਂ ਕਿ ਖਾੜਕੂਆਂ ਨੇ ਬਹੁਤ ਸਾਰੇ ਅਕਾਲੀ ਆਗੂਆਂ ਦੀਆਂ ਹੱਤਿਆਵਾਂ ਕੀਤੀਆਂ ਅਤੇ ਕਈਆਂ ਉੱਤੇ ਕਾਤਲਾਨਾ ਹਮਲੇ ਕੀਤੇ। ਪੰਜਾਬ ਪੁਲੀਸ ਦੇ ਮੁੱਖੀ ਕੇ. ਪੀ. ਐਸ. ਗਿੱਲ ਨੇ ਵੀ ਸੰਕੇਤ ਦਿੱਤਾ ਸੀ ਕਿ ਅਕਾਲੀ ਦਲ (ਬਾਦਲ) ਨੂੰ 14 ਮਾਰਚ ਨੂੰ ਰੈਲੀ ਕਰਨ ਦੀ ਆਗਿਆ ਨਹੀਂ ਦਿੱਤੀ ਜਾਵੇਗੀ। ਪੁਲੀਸ ਮੁੱਖੀ ਦੇ ਇਹ ਸ਼ਬਦ ਮੁੱਖ ਮੰਤਰੀ ਦੇ ਬਿਆਨ ਨਾਲ ਮੇਲ ਖਾਂਦੇ ਹਨ। ਅਕਾਲੀ ਦਲ (ਬਾਦਲ) ਨੇ 14 ਮਾਰਚ ਨੂੰ ਜਲੰਧਰ ਵਿੱਚ ਰਾਜ ਪੱਧਰ ਰੈਲੀ ਕਰਨ ਦਾ ਫੈਸਲਾ ਕਰ ਰੱਖਿਆ ਹੈ। ਇਸ ਤੋਂ ਇਲਾਵਾ ਦਲ ਨੇ ਜਲੰਧਰ ਪਾਰਲੀਮਾਨੀ ਸੀਟ ਦੀ ਉਪ ਚੋਣ ਲੜਨ ਦਾ ਵੀ ਫੈਸਲਾ ਕੀਤਾ ਹੋਇਆ ਹੈ। ਅਕਾਲੀ ਦਲ (ਮਾਨ) ਦੇ ਪ੍ਰਧਾਨ ਸਿਮਰਨਜੀਤ ਸਿੰਘ ਮਾਨ ਨੇ ਵੀ ਜਲੰਧਰ ਤੋਂ ਆਪਣਾ ਉਮੀਦਵਾਰ ਖੜ੍ਹਾ ਕਰਨ ਦਾ ਐਲਾਨ ਕਰ ਰੱਖਿਆ ਹੈ। ਇਸ ਪਾਰਲੀਮਾਨੀ ਸੀਟ ਦੀ ਚੋਣ ਸਮੇਂ ਅਜੀਤ ਪਾਰਟੀ ਲਈ ਹੈ। ਇਹ ਸੀਟ ਕਾਂਗਰਸ (ਆਈ) ਮੈਂਬਰ ਯਸ਼ ਦੀ ਮੌਤ ਨਾਲ ਖਾਲੀ ਹੋਈ ਸੀ। ਉਹ ਫਰਵਰੀ 1992 ਵਿੱਚ ਕਾਂਗਰਸ ਟਿਕਟ ਉੱਤੇ ਇੱਥੋਂ ਚੁਣੇ ਗਏ ਸਨ। bbox=[588, 740, 768, 1010]
ground-label: ਚੀਨੀ bbox=[414, 1444, 430, 1453]
